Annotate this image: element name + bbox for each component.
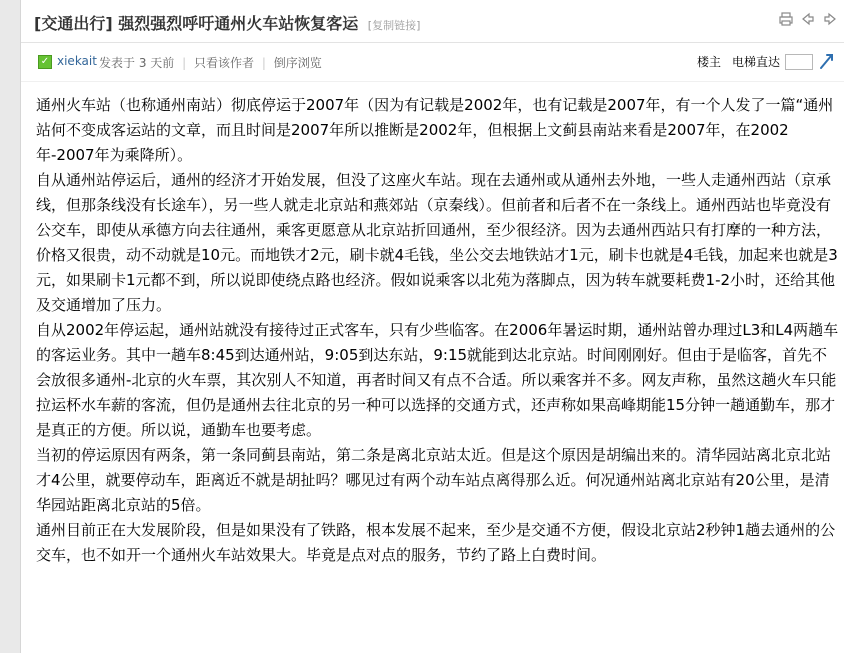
posted-time: 3 天前 (138, 56, 175, 70)
previous-thread-icon[interactable] (800, 11, 816, 27)
jump-to-floor-label: 电梯直达 (732, 55, 781, 69)
post-meta-bar (21, 43, 844, 82)
title-actions (778, 11, 838, 27)
jump-go-icon[interactable] (819, 52, 835, 70)
post-content (36, 93, 842, 568)
post-paragraph: 自从2002年停运起，通州站就没有接待过正式客车，只有少些临客。在2006年暑运时期，通州站曾办理过L3和L4两趟车的客运业务。其中一趟车8:45到达通州站，9:05到达东站，9:15就能到达北京站。时间刚刚好。但由于是临客，首先不会放很多通州-北京的火车票，其次别人不知道，再者时间又有点不合适。所以乘客并不多。网友声称，虽然这趟火车只能拉运杯水车薪的客流，但仍是通州去往北京的另一种可以选择的交通方式，还声称如果高峰期能15分钟一趟通勤车，那才是真正的方便。所以说，通勤车也要考虑。 (36, 321, 839, 439)
posted-label: 发表于 (99, 56, 136, 70)
copy-link-button[interactable]: [复制链接] (367, 19, 421, 32)
print-icon[interactable] (778, 11, 794, 27)
next-thread-icon[interactable] (822, 11, 838, 27)
post-paragraph: 当初的停运原因有两条，第一条同蓟县南站，第二条是离北京站太近。但是这个原因是胡编出来的。清华园站离北京北站才4公里，就要停动车，距离近不就是胡扯吗？哪见过有两个动车站点离得那么近。何况通州站离北京站有20公里，是清华园站距离北京站的5倍。 (36, 446, 832, 514)
post-title (34, 11, 420, 34)
only-author-link[interactable]: 只看该作者 (194, 56, 255, 70)
post-meta-info (99, 54, 322, 71)
post-title-bar (21, 0, 844, 43)
online-status-icon: ✓ (38, 55, 52, 69)
page-left-margin (0, 0, 21, 653)
post-container (21, 0, 844, 653)
post-paragraph: 通州火车站（也称通州南站）彻底停运于2007年（因为有记载是2002年，也有记载是2007年，有一个人发了一篇“通州站何不变成客运站的文章，而且时间是2007年所以推断是2002年，但根据上文蓟县南站来看是2007年，在2002年-2007年为乘降所）。 (36, 96, 834, 164)
meta-separator: | (182, 56, 187, 70)
post-paragraph: 自从通州站停运后，通州的经济才开始发展，但没了这座火车站。现在去通州或从通州去外地，一些人走通州西站（京承线，但那条线没有长途车），另一些人就走北京站和燕郊站（京秦线）。但前者和后者不在一条线上。通州西站也毕竟没有公交车，即使从承德方向去往通州，乘客更愿意从北京站折回通州，至少很经济。因为去通州西站只有打摩的一种方法，价格又很贵，动不动就是10元。而地铁才2元，刷卡就4毛钱，坐公交去地铁站才1元，刷卡也就是4毛钱，加起来也就是3元，如果刷卡1元都不到，所以说即使绕点路也经济。假如说乘客以北苑为落脚点，因为转车就要耗费1-2小时，还给其他及交通增加了压力。 (36, 171, 838, 314)
post-paragraph: 通州目前正在大发展阶段，但是如果没有了铁路，根本发展不起来，至少是交通不方便，假设北京站2秒钟1趟去通州的公交车，也不如开一个通州火车站效果大。毕竟是点对点的服务，节约了路上白费时间。 (36, 521, 836, 564)
post-title-text: [交通出行] 强烈强烈呼吁通州火车站恢复客运 (34, 14, 359, 33)
meta-separator: | (261, 56, 266, 70)
floor-label: 楼主 (697, 55, 722, 69)
jump-to-floor-input[interactable] (785, 54, 813, 70)
reverse-browse-link[interactable]: 倒序浏览 (273, 56, 322, 70)
author-link[interactable]: xiekait (57, 54, 97, 68)
